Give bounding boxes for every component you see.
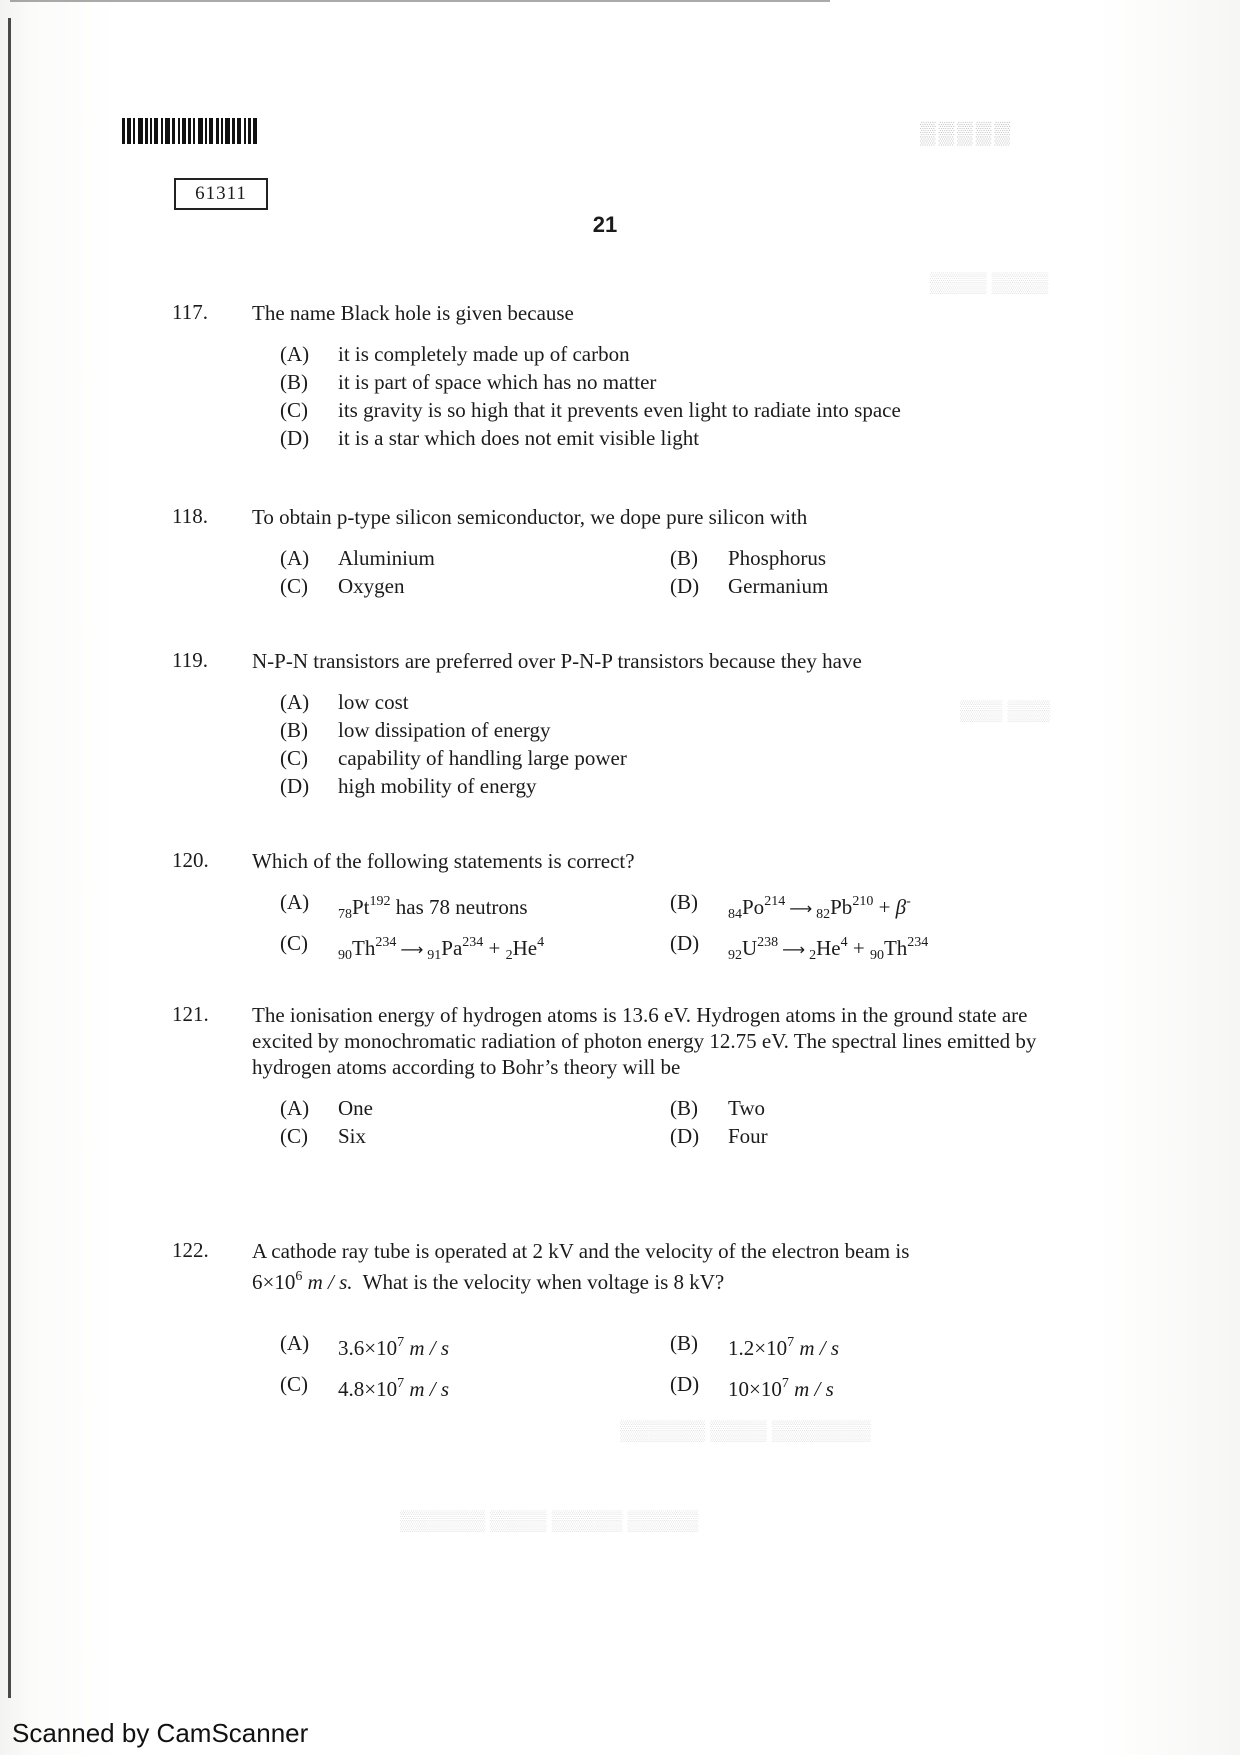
coefficient: 6×10 [252,1270,296,1294]
exponent: 7 [781,1376,789,1391]
option-c [280,396,901,424]
exponent: 6 [295,1269,303,1284]
unit: m / s [788,1377,834,1401]
scanner-watermark: Scanned by CamScanner [12,1718,309,1748]
atomic-number: 2 [505,948,513,963]
question-number: 118. [172,504,208,528]
option-label: (C) [280,574,308,598]
mass-number: 210 [852,894,874,909]
option-b [670,1325,1060,1366]
option-text: Four [728,1124,768,1148]
question-number: 119. [172,648,208,672]
option-grid [280,1325,1072,1407]
option-text: Germanium [728,574,829,598]
option-text: low dissipation of energy [338,718,551,742]
option-label: (A) [280,1096,310,1120]
question-number: 122. [172,1238,209,1262]
question-text-part: A cathode ray tube is operated at 2 kV and the velocity of the electron beam is [252,1239,910,1263]
option-grid [280,544,1072,600]
option-value [338,1325,449,1366]
atomic-number: 90 [338,948,352,963]
barcode [122,118,282,144]
mass-number: 234 [462,935,484,950]
option-label: (C) [280,931,308,955]
atomic-number: 84 [728,907,742,922]
mass-number: 192 [369,894,391,909]
coefficient: 1.2×10 [728,1336,788,1360]
atomic-number: 92 [728,948,742,963]
page-top-edge-shadow [10,0,830,2]
option-text: Phosphorus [728,546,827,570]
unit: m / s. [302,1270,353,1294]
paper-code-box: 61311 [174,178,268,210]
right-arrow-icon: ⟶ [789,899,813,918]
option-label: (A) [280,342,310,366]
decay-equation [728,929,928,970]
page-number: 21 [592,212,618,237]
option-value [728,1366,834,1407]
option-d [670,1366,1060,1407]
option-a [280,688,409,716]
question-text: The name Black hole is given because [252,301,574,325]
option-label: (C) [280,1124,308,1148]
option-label: (D) [670,1124,700,1148]
element-symbol: He [512,936,538,960]
option-label: (D) [670,931,700,955]
option-text: Six [338,1124,367,1148]
option-text: Two [728,1096,766,1120]
mass-number: 234 [375,935,397,950]
option-grid [280,1094,1072,1150]
question-number: 117. [172,300,208,324]
option-value [338,1366,449,1407]
exponent: 7 [787,1335,795,1350]
option-c [280,1122,670,1150]
unit: m / s [794,1336,840,1360]
option-label: (C) [280,1372,308,1396]
nuclide-expression [338,888,528,929]
question-number: 121. [172,1002,209,1026]
beta-symbol: β [895,895,907,919]
option-c [280,744,627,772]
right-arrow-icon: ⟶ [782,940,806,959]
option-label: (D) [670,574,700,598]
element-symbol: U [742,936,758,960]
option-label: (A) [280,890,310,914]
option-text: One [338,1096,373,1120]
option-d [670,572,1060,600]
plus-sign: + [483,936,506,960]
option-b [280,716,551,744]
mass-number: 4 [840,935,848,950]
atomic-number: 78 [338,907,352,922]
charge-sign: - [906,894,911,909]
option-b [670,1094,1060,1122]
option-d [280,772,537,800]
option-label: (B) [670,1096,698,1120]
option-d [670,1122,1060,1150]
unit: m / s [404,1377,450,1401]
question-118 [172,504,1072,600]
option-label: (B) [670,546,698,570]
bleedthrough-text: ▒▒▒▒▒▒ ▒▒▒▒ ▒▒▒▒▒▒▒ [620,1420,871,1442]
atomic-number: 82 [816,907,831,922]
option-b [280,368,656,396]
option-label: (C) [280,398,308,422]
option-label: (D) [280,774,310,798]
element-symbol: Th [883,936,908,960]
option-label: (A) [280,546,310,570]
plus-sign: + [847,936,870,960]
question-text [252,1238,1072,1295]
question-119 [172,648,1072,800]
option-label: (B) [670,890,698,914]
option-text: it is part of space which has no matter [338,370,657,394]
element-symbol: He [816,936,841,960]
page-left-edge-shadow [8,18,11,1698]
exponent: 7 [397,1335,405,1350]
exponent: 7 [397,1376,405,1391]
option-c [280,572,670,600]
option-text: it is completely made up of carbon [338,342,630,366]
coefficient: 4.8×10 [338,1377,398,1401]
option-d [280,424,699,452]
question-120 [172,848,1072,970]
velocity-value [252,1270,353,1294]
option-label: (D) [670,1372,700,1396]
question-text: The ionisation energy of hydrogen atoms is 13.6 eV. Hydrogen atoms in the ground state are excited by monochromatic radiation of photon energy 12.75 eV. The spectral lines emitted by hydrogen atoms according to Bohr’s theory will be [252,1003,1037,1079]
option-text: high mobility of energy [338,774,537,798]
option-text: its gravity is so high that it prevents even light to radiate into space [338,398,901,422]
coefficient: 3.6×10 [338,1336,398,1360]
option-text: has 78 neutrons [390,895,528,919]
element-symbol: Th [352,936,376,960]
option-a [280,1094,670,1122]
option-label: (B) [670,1331,698,1355]
element-symbol: Po [742,895,765,919]
bleedthrough-text: ▒▒▒ ▒▒▒ [960,700,1051,722]
decay-equation [338,929,544,970]
mass-number: 238 [757,935,779,950]
option-a [280,1325,670,1366]
element-symbol: Pb [830,895,853,919]
question-text-part: What is the velocity when voltage is 8 kV? [352,1270,725,1294]
option-list [280,340,1072,452]
option-a [280,340,630,368]
question-text: N-P-N transistors are preferred over P-N-P transistors because they have [252,649,862,673]
option-text: low cost [338,690,409,714]
mass-number: 214 [764,894,786,909]
option-label: (A) [280,690,310,714]
right-arrow-icon: ⟶ [400,940,424,959]
question-number: 120. [172,848,209,872]
question-text: To obtain p-type silicon semiconductor, we dope pure silicon with [252,505,808,529]
option-label: (B) [280,370,308,394]
option-c [280,929,670,970]
option-label: (C) [280,746,308,770]
mass-number: 234 [907,935,929,950]
option-text: Oxygen [338,574,405,598]
option-label: (B) [280,718,308,742]
option-b [670,888,1060,929]
faint-bleedthrough-header: ▒▒▒▒▒ [920,120,1013,145]
bleedthrough-text: ▒▒▒▒▒▒ ▒▒▒▒ ▒▒▒▒▒ ▒▒▒▒▒ [400,1510,699,1532]
option-text: capability of handling large power [338,746,627,770]
option-text: Aluminium [338,546,435,570]
option-d [670,929,1060,970]
plus-sign: + [873,895,896,919]
unit: m / s [404,1336,450,1360]
question-text: Which of the following statements is correct? [252,849,635,873]
option-text: it is a star which does not emit visible light [338,426,700,450]
mass-number: 4 [537,935,545,950]
option-a [280,544,670,572]
element-symbol: Pa [441,936,463,960]
option-b [670,544,1060,572]
option-grid [280,888,1072,970]
option-c [280,1366,670,1407]
question-122 [172,1238,1072,1407]
atomic-number: 91 [427,948,442,963]
option-a [280,888,670,929]
option-list [280,688,1072,800]
option-label: (D) [280,426,310,450]
atomic-number: 2 [809,948,817,963]
question-121 [172,1002,1072,1150]
element-symbol: Pt [352,895,370,919]
decay-equation [728,888,911,929]
option-label: (A) [280,1331,310,1355]
coefficient: 10×10 [728,1377,782,1401]
question-117 [172,300,1072,452]
bleedthrough-text: ▒▒▒▒ ▒▒▒▒ [930,272,1049,294]
atomic-number: 90 [869,948,884,963]
option-value [728,1325,839,1366]
